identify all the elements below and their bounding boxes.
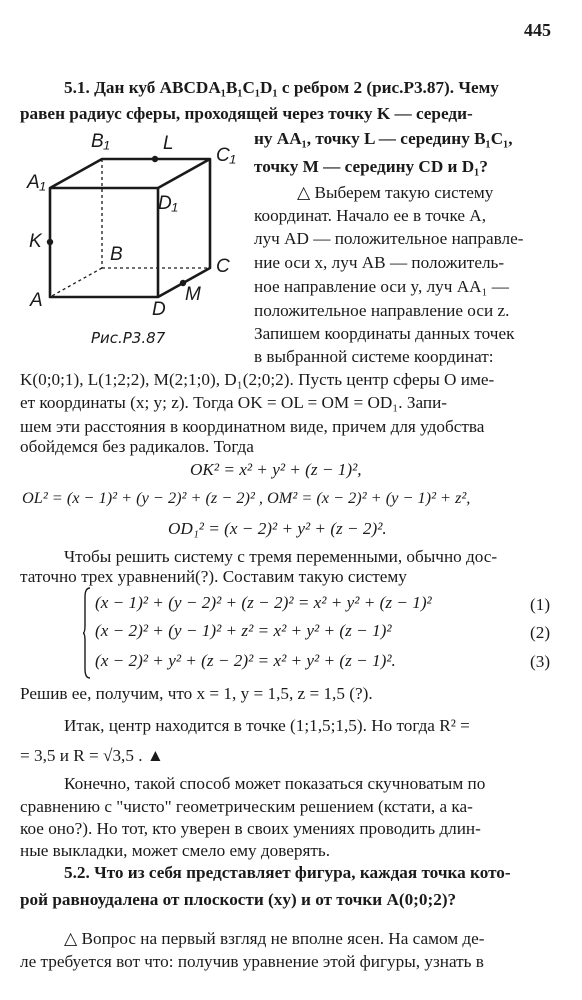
vertex-label-c: C: [216, 256, 230, 277]
edge-visible: [50, 159, 210, 297]
text-line: Итак, центр находится в точке (1;1,5;1,5). Но тогда R² =: [64, 716, 470, 735]
point-l: [152, 156, 158, 162]
vertex-label-b: B: [110, 244, 123, 265]
equation-number: (3): [530, 652, 551, 671]
system-equation: (x − 2)² + y² + (z − 2)² = x² + y² + (z − 1)².: [95, 651, 396, 670]
text-line: обойдемся без радикалов. Тогда: [20, 437, 254, 456]
vertex-label-a1: A₁: [27, 172, 46, 193]
text-line: Решив ее, получим, что x = 1, y = 1,5, z = 1,5 (?).: [20, 684, 373, 703]
problem-line: точку M — середину CD и D₁?: [254, 157, 488, 176]
text-line: Запишем координаты данных точек: [254, 324, 515, 343]
text-line: в выбранной системе координат:: [254, 347, 494, 366]
text-line: K(0;0;1), L(1;2;2), M(2;1;0), D₁(2;0;2). Пусть центр сферы O име-: [20, 370, 495, 389]
text-line: луч AD — положительное направле-: [254, 229, 524, 248]
text-line: ное направление оси y, луч AA₁ —: [254, 277, 509, 296]
vertex-label-d1: D₁: [158, 193, 178, 214]
text-line: △ Вопрос на первый взгляд не вполне ясен. На самом де-: [64, 929, 485, 948]
equation-ok: OK² = x² + y² + (z − 1)²,: [190, 460, 362, 479]
vertex-label-a: A: [30, 290, 43, 311]
text-line: △ Выберем такую систему: [297, 183, 494, 202]
text-line: ет координаты (x; y; z). Тогда OK = OL = OM = OD₁. Запи-: [20, 393, 448, 412]
problem-line: рой равноудалена от плоскости (xy) и от точки A(0;0;2)?: [20, 890, 457, 909]
equation-number: (2): [530, 623, 551, 642]
problem-line: ну AA₁, точку L — середину B₁C₁,: [254, 129, 513, 148]
equation-number: (1): [530, 595, 551, 614]
point-k: [47, 239, 53, 245]
text-line: координат. Начало ее в точке A,: [254, 206, 487, 225]
equation-od1: OD₁² = (x − 2)² + y² + (z − 2)².: [168, 519, 387, 538]
problem-line: 5.2. Что из себя представляет фигура, каждая точка кото-: [64, 863, 511, 882]
text-line: таточно трех уравнений(?). Составим такую систему: [20, 567, 407, 586]
text-line: Чтобы решить систему с тремя переменными, обычно дос-: [64, 547, 498, 566]
text-line: положительное направление оси z.: [254, 301, 510, 320]
text-line: кое оно?). Но тот, кто уверен в своих умениях проводить длин-: [20, 819, 481, 838]
text-line: ле требуется вот что: получив уравнение этой фигуры, узнать в: [20, 952, 484, 971]
figure-caption: Рис.Р3.87: [91, 329, 166, 347]
problem-line: 5.1. Дан куб ABCDA₁B₁C₁D₁ с ребром 2 (рис.Р3.87). Чему: [64, 78, 499, 97]
equation-ol-om: OL² = (x − 1)² + (y − 2)² + (z − 2)² , OM² = (x − 2)² + (y − 1)² + z²,: [22, 488, 471, 507]
problem-line: равен радиус сферы, проходящей через точку K — середи-: [20, 104, 473, 123]
text-line: сравнению с "чисто" геометрическим решением (кстати, а ка-: [20, 797, 473, 816]
vertex-label-b1: B₁: [91, 131, 110, 152]
text-line: ные выкладки, может смело ему доверять.: [20, 841, 331, 860]
vertex-label-d: D: [152, 299, 166, 320]
point-label-k: K: [29, 231, 42, 252]
edge-hidden: [50, 268, 102, 297]
system-brace: [83, 587, 91, 679]
page-number: 445: [524, 20, 551, 40]
point-label-m: M: [185, 284, 201, 305]
result-line: = 3,5 и R = √3,5 . ▲: [20, 746, 164, 765]
system-equation: (x − 1)² + (y − 2)² + (z − 2)² = x² + y² + (z − 1)²: [95, 593, 432, 612]
text-line: Конечно, такой способ может показаться скучноватым по: [64, 774, 486, 793]
text-line: шем эти расстояния в координатном виде, причем для удобства: [20, 417, 485, 436]
text-line: ние оси x, луч AB — положитель-: [254, 253, 505, 272]
system-equation: (x − 2)² + (y − 1)² + z² = x² + y² + (z − 1)²: [95, 621, 392, 640]
cube-figure: [0, 0, 260, 360]
vertex-label-c1: C₁: [216, 145, 236, 166]
point-label-l: L: [163, 133, 174, 154]
